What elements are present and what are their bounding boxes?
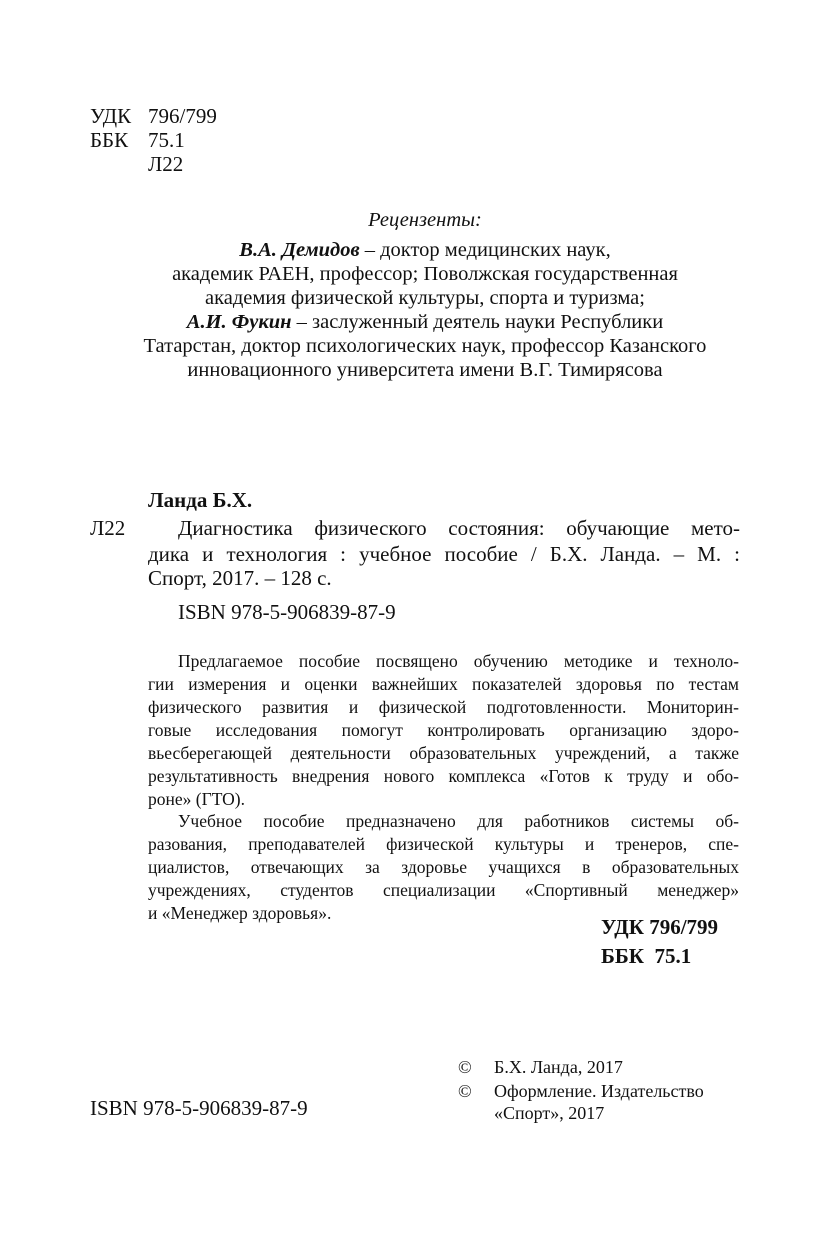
annotation-line: и «Менеджер здоровья».: [148, 903, 332, 923]
annotation-line: Предлагаемое пособие посвящено обучению методике и техноло-: [178, 651, 739, 671]
reviewer-1-line-1: [60, 238, 790, 262]
udk-code: УДК 796/799: [601, 915, 719, 939]
udk-value: 796/799: [148, 104, 217, 128]
bbk-code: ББК 75.1: [601, 944, 692, 968]
reviewer-2-line-2: Татарстан, доктор психологических наук, профессор Казанского: [143, 335, 707, 357]
annotation-line: физического развития и физической подготовленности. Мониторин-: [148, 697, 739, 717]
card-line-3: Спорт, 2017. – 128 с.: [148, 566, 332, 590]
reviewer-2-line-3: инновационного университета имени В.Г. Тимирясова: [187, 359, 663, 381]
bbk-value: 75.1: [148, 128, 185, 152]
reviewer-2-name: А.И. Фукин: [186, 311, 292, 333]
annotation-line: роне» (ГТО).: [148, 789, 246, 809]
reviewer-1-title: – доктор медицинских наук,: [359, 239, 611, 261]
card-line-2: дика и технология : учебное пособие / Б.Х. Ланда. – М. :: [148, 542, 740, 566]
card-author: Ланда Б.Х.: [148, 488, 253, 512]
copyright-line-3: «Спорт», 2017: [494, 1103, 605, 1123]
annotation-line: учреждениях, студентов специализации «Спортивный менеджер»: [148, 880, 739, 900]
reviewers-heading: Рецензенты:: [368, 209, 482, 231]
reviewer-1-line-3: академия физической культуры, спорта и туризма;: [205, 287, 645, 309]
annotation-line: вьесберегающей деятельности образовательных учреждений, а также: [148, 743, 739, 763]
annotation-line: гии измерения и оценки важнейших показателей здоровья по тестам: [148, 674, 739, 694]
copyright-symbol-1: ©: [458, 1057, 472, 1077]
card-isbn: ISBN 978-5-906839-87-9: [178, 600, 396, 624]
reviewer-1-line-2: академик РАЕН, профессор; Поволжская государственная: [172, 263, 678, 285]
card-line-1: Диагностика физического состояния: обучающие мето-: [178, 516, 740, 540]
copyright-symbol-2: ©: [458, 1081, 472, 1101]
footer-isbn: ISBN 978-5-906839-87-9: [90, 1096, 308, 1120]
card-mark: Л22: [90, 516, 126, 540]
annotation-line: результативность внедрения нового комплекса «Готов к труду и обо-: [148, 766, 739, 786]
reviewer-1-name: В.А. Демидов: [239, 239, 360, 261]
annotation-line: говые исследования помогут контролировать организацию здоро-: [148, 720, 739, 740]
annotation-line: циалистов, отвечающих за здоровье учащихся в образовательных: [148, 857, 739, 877]
copyright-line-1: Б.Х. Ланда, 2017: [494, 1057, 623, 1077]
udk-label: УДК: [90, 104, 132, 128]
author-mark: Л22: [148, 152, 184, 176]
reviewer-2-title: – заслуженный деятель науки Республики: [291, 311, 664, 333]
copyright-line-2: Оформление. Издательство: [494, 1081, 704, 1101]
annotation-line: разования, преподавателей физической культуры и тренеров, спе-: [148, 834, 739, 854]
bbk-label: ББК: [90, 128, 129, 152]
annotation-line: Учебное пособие предназначено для работников системы об-: [178, 811, 739, 831]
reviewer-2-line-1: [60, 310, 790, 334]
